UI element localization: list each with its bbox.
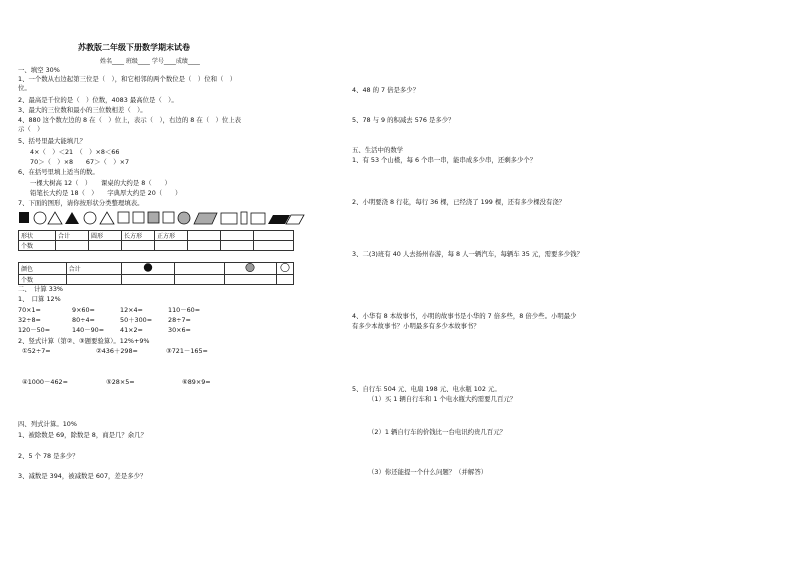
s4-q1: 1、被除数是 69，除数是 8，商是几？余几？ [18,431,147,439]
square-shape [133,212,144,223]
vertical-calc-item: ③721－165= [166,347,208,355]
rectangle-shape [241,212,247,224]
s4-q3: 3、减数是 394，被减数是 607，差是多少？ [18,472,147,480]
table-cell [89,241,122,251]
vertical-calc-title: 2、竖式计算（第②、③题要验算）。12%+9% [18,337,150,345]
triangle-shape [48,212,62,224]
word-problem-5-part2: （2）1 辆自行车的价钱比一台电讯约贵几百元？ [368,428,506,436]
table-cell: 正方形 [155,231,188,241]
table-row [19,231,294,241]
calc-item: 70×1= [18,306,41,314]
word-problem-5-part3: （3）你还能提一个什么问题？（并解答） [368,468,488,476]
section-4-title: 四、列式计算。10% [18,420,77,428]
q6-a: 一棵大树高 12（ ） 课桌的大约是 8（ ） [30,179,171,187]
r-q4: 4、48 的 7 倍是多少？ [352,86,420,94]
square-shape [19,212,29,223]
calc-item: 9×60= [72,306,95,314]
exam-title: 苏教版二年级下册数学期末试卷 [78,43,190,52]
square-shape [163,212,174,223]
calc-item: 110－60= [168,306,201,314]
vertical-calc-item: ①52÷7= [22,347,51,355]
rectangle-shape [221,213,237,224]
vertical-calc-item: ②436＋298= [96,347,138,355]
q3: 3、最大的三位数和最小的三位数相差（ ）。 [18,106,147,114]
table-row [19,263,294,275]
table-cell [254,231,294,241]
gray-circle-icon [244,263,256,272]
word-problem-1: 1、有 53 个山楂，每 6 个串一串，能串成多少串，还剩多少个？ [352,156,537,164]
table-cell: 合计 [56,231,89,241]
table-cell [122,275,174,285]
circle-shape [84,212,96,224]
q4-line2: 示（ ） [18,125,44,133]
section-2-title: 二、 计算 33% [18,285,63,293]
calc-item: 30×6= [168,326,191,334]
word-problem-5-part1: （1）买 1 辆自行车和 1 个电水瓶大约需要几百元？ [368,395,517,403]
word-problem-3: 3、二(3)班有 40 人去扬州春游，每 8 人一辆汽车，每辆车 35 元，需要多少钱？ [352,250,583,258]
table-cell: 颜色 [19,263,67,275]
table-cell [122,263,174,275]
calc-item: 140－90= [72,326,105,334]
q1-line1: 1、一个数从右边起第三位是（ ），和它相邻的两个数位是（ ）位和（ ） [18,75,237,83]
word-problem-4-line1: 4、小华有 8 本故事书，小明的故事书是小华的 7 倍多些，8 倍少些。小明最少 [352,312,577,320]
square-shape [118,212,129,223]
vertical-calc-item: ⑤28×5= [106,378,135,386]
triangle-shape [100,212,114,224]
color-count-table [18,262,294,285]
q5-b: 70＞（ ）×8 67＞（ ）×7 [30,158,130,166]
section-1-title: 一、填空 30% [18,66,60,74]
parallelogram-shape [194,213,217,224]
q6-b: 铅笔长大约是 18（ ） 字典厚大约是 20（ ） [30,189,182,197]
vertical-calc-item: ④1000－462= [22,378,68,386]
table-cell [174,263,224,275]
table-row [19,275,294,285]
q5: 5、括号里最大能填几？ [18,137,86,145]
q6: 6、在括号里填上适当的数。 [18,168,99,176]
table-cell [122,241,155,251]
table-cell: 个数 [19,275,67,285]
table-cell [277,275,294,285]
calc-item: 32÷8= [18,316,41,324]
shape-count-table [18,230,294,251]
circle-shape [178,212,190,224]
section-5-title: 五、生活中的数学 [352,146,404,154]
calc-item: 120－50= [18,326,51,334]
oral-calc-title: 1、 口算 12% [18,295,61,303]
table-cell [277,263,294,275]
table-cell: 个数 [19,241,56,251]
circle-shape [34,212,46,224]
s4-q2: 2、5 个 78 是多少？ [18,452,79,460]
shapes-row [18,210,308,226]
word-problem-5: 5、自行车 504 元、电扇 198 元、电水瓶 102 元。 [352,385,501,393]
table-cell [224,263,276,275]
square-shape [148,212,159,223]
rectangle-shape [251,213,265,224]
calc-item: 28÷7= [168,316,191,324]
word-problem-2: 2、小明要浇 8 行花，每行 36 棵，已经浇了 199 棵，还有多少棵没有浇？ [352,198,566,206]
calc-item: 80÷4= [72,316,95,324]
table-cell [174,275,224,285]
triangle-shape [65,212,79,224]
q5-a: 4×（ ）＜21 （ ）×8＜66 [30,148,120,156]
vertical-calc-item: ⑥89×9= [182,378,211,386]
table-row [19,241,294,251]
q4-line1: 4、880 这个数左边的 8 在（ ）位上，表示（ ），右边的 8 在（ ）位上表 [18,116,242,124]
table-cell [188,241,221,251]
table-cell: 合计 [66,263,122,275]
r-q5: 5、78 与 9 的积减去 576 是多少？ [352,116,455,124]
calc-item: 12×4= [120,306,143,314]
table-cell [56,241,89,251]
word-problem-4-line2: 有多少本故事书？小明最多有多少本故事书？ [352,322,480,330]
table-cell: 形状 [19,231,56,241]
table-cell [66,275,122,285]
table-cell: 长方形 [122,231,155,241]
calc-item: 41×2= [120,326,143,334]
q1-line2: 位。 [18,84,31,92]
student-info-line: 姓名____ 班级____ 学号____成绩____ [100,58,200,65]
q7: 7、下面的图形，请你按形状分类整理填表。 [18,199,144,207]
q2: 2、最高是千位的是（ ）位数，4083 最高位是（ ）。 [18,96,178,104]
table-cell [224,275,276,285]
table-cell: 圆形 [89,231,122,241]
table-cell [221,231,254,241]
table-cell [254,241,294,251]
calc-item: 50＋300= [120,316,153,324]
table-cell [155,241,188,251]
white-circle-icon [279,263,291,272]
table-cell [221,241,254,251]
black-circle-icon [142,263,154,272]
table-cell [188,231,221,241]
